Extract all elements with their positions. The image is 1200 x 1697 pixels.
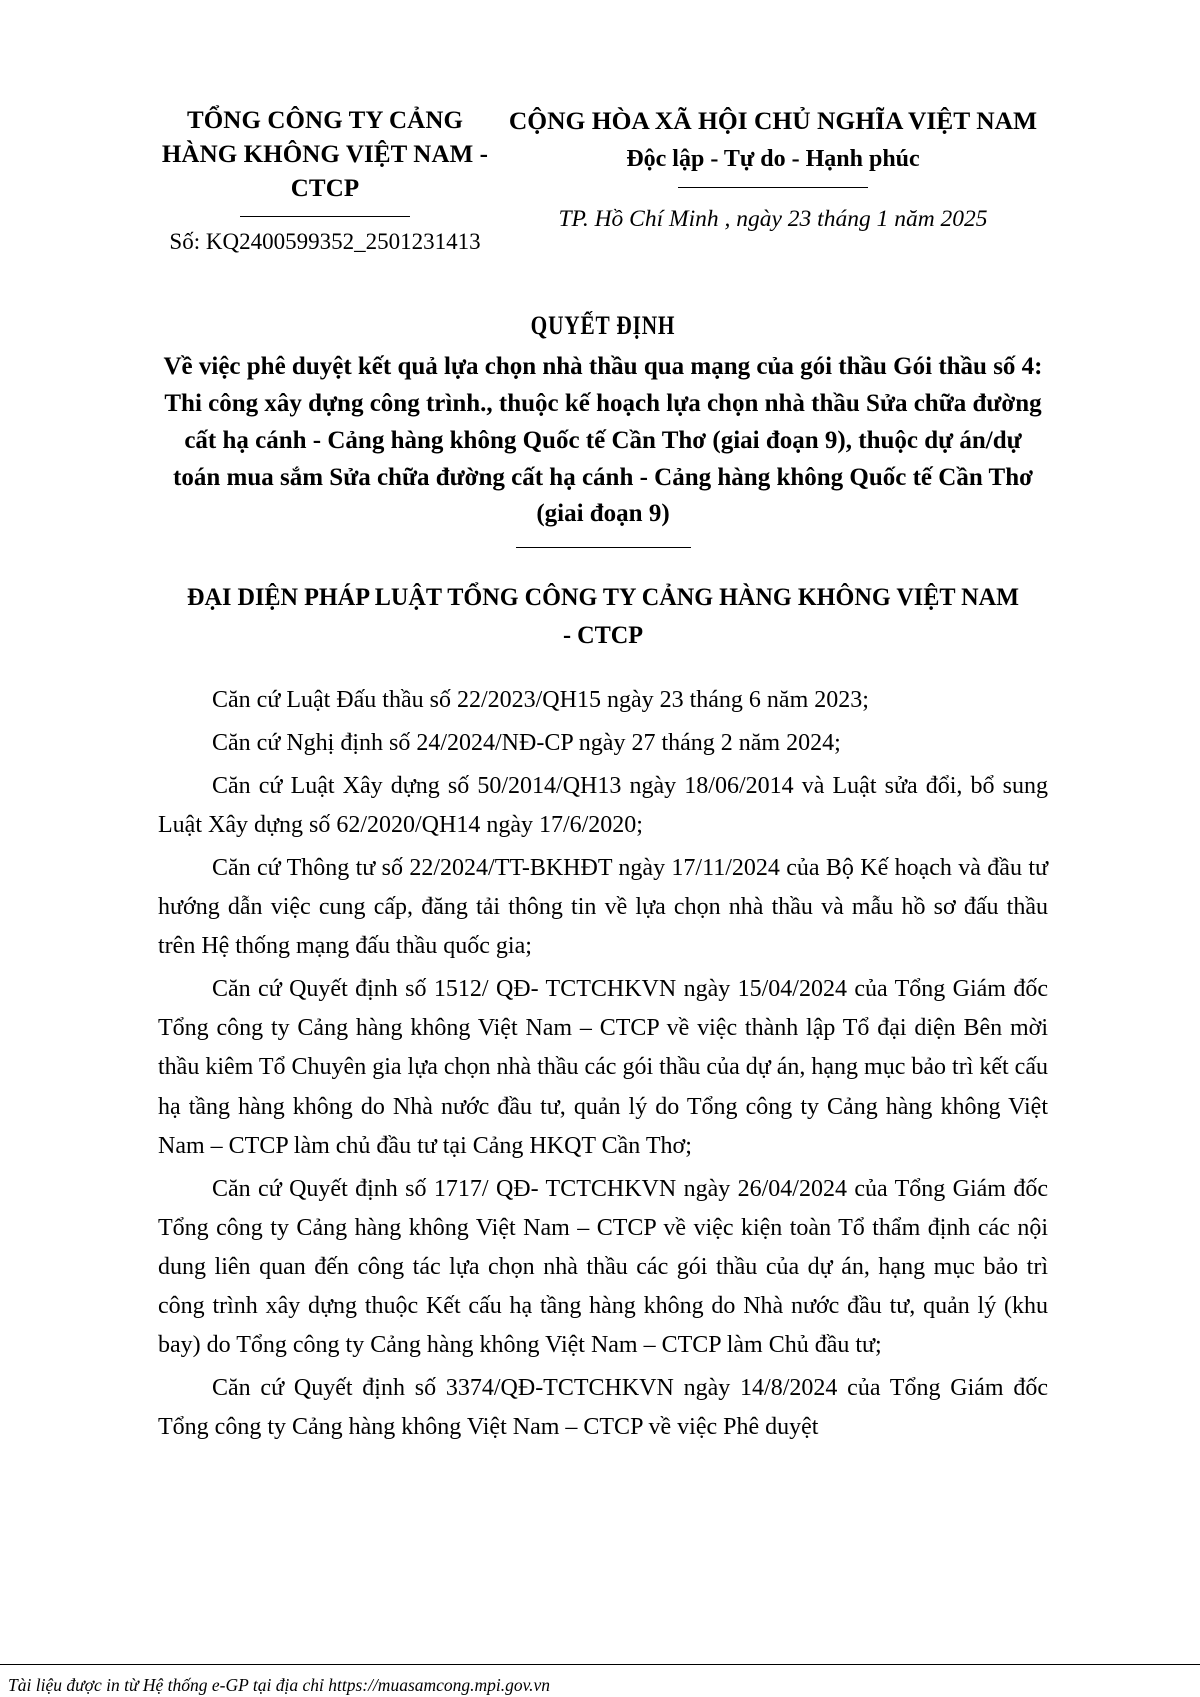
header-right-block (498, 104, 1048, 233)
motto-divider (678, 187, 868, 188)
document-body (158, 681, 1048, 1448)
document-number: Số: KQ2400599352_2501231413 (169, 229, 481, 255)
issuing-authority: ĐẠI DIỆN PHÁP LUẬT TỔNG CÔNG TY CẢNG HÀNG KHÔNG VIỆT NAM - CTCP (186, 582, 1020, 650)
body-paragraph: Căn cứ Quyết định số 3374/QĐ-TCTCHKVN ngày 14/8/2024 của Tổng Giám đốc Tổng công ty Cảng hàng không Việt Nam – CTCP về việc Phê duyệt (158, 1375, 1048, 1441)
place-and-date: TP. Hồ Chí Minh , ngày 23 tháng 1 năm 2025 (558, 206, 988, 233)
body-paragraph: Căn cứ Quyết định số 1717/ QĐ- TCTCHKVN ngày 26/04/2024 của Tổng Giám đốc Tổng công ty Cảng hàng không Việt Nam – CTCP về việc kiện toàn Tổ thẩm định các nội dung liên quan đến công tác lựa chọn nhà thầu các gói thầu của dự án, hạng mục bảo trì công trình xây dựng thuộc Kết cấu hạ tầng hàng không do Nhà nước đầu tư, quản lý (khu bay) do Tổng công ty Cảng hàng không Việt Nam – CTCP làm Chủ đầu tư; (158, 1175, 1048, 1359)
organization-name: TỔNG CÔNG TY CẢNG HÀNG KHÔNG VIỆT NAM - CTCP (161, 107, 489, 202)
body-paragraph: Căn cứ Luật Xây dựng số 50/2014/QH13 ngày 18/06/2014 và Luật sửa đổi, bổ sung Luật Xây dựng số 62/2020/QH14 ngày 17/6/2020; (158, 772, 1048, 838)
document-header (158, 0, 1048, 255)
title-divider (516, 547, 691, 548)
footer-note: Tài liệu được in từ Hệ thống e-GP tại địa chỉ https://muasamcong.mpi.gov.vn (8, 1675, 551, 1696)
national-motto: Độc lập - Tự do - Hạnh phúc (626, 146, 920, 173)
body-paragraph: Căn cứ Quyết định số 1512/ QĐ- TCTCHKVN ngày 15/04/2024 của Tổng Giám đốc Tổng công ty Cảng hàng không Việt Nam – CTCP về việc thành lập Tổ đại diện Bên mời thầu kiêm Tổ Chuyên gia lựa chọn nhà thầu các gói thầu của dự án, hạng mục bảo trì kết cấu hạ tầng hàng không do Nhà nước đầu tư, quản lý do Tổng công ty Cảng hàng không Việt Nam – CTCP làm chủ đầu tư tại Cảng HKQT Cần Thơ; (158, 976, 1048, 1159)
body-paragraph: Căn cứ Luật Đấu thầu số 22/2023/QH15 ngày 23 tháng 6 năm 2023; (212, 686, 869, 713)
title-block (158, 311, 1048, 548)
title-subtitle: Về việc phê duyệt kết quả lựa chọn nhà thầu qua mạng của gói thầu Gói thầu số 4: Thi công xây dựng công trình., thuộc kế hoạch lựa chọn nhà thầu Sửa chữa đường cất hạ cánh - Cảng hàng không Quốc tế Cần Thơ (giai đoạn 9), thuộc dự án/dự toán mua sắm Sửa chữa đường cất hạ cánh - Cảng hàng không Quốc tế Cần Thơ (giai đoạn 9) (163, 353, 1043, 528)
body-paragraph: Căn cứ Thông tư số 22/2024/TT-BKHĐT ngày 17/11/2024 của Bộ Kế hoạch và đầu tư hướng dẫn việc cung cấp, đăng tải thông tin về lựa chọn nhà thầu và mẫu hồ sơ đấu thầu trên Hệ thống mạng đấu thầu quốc gia; (158, 854, 1048, 960)
page-title: QUYẾT ĐỊNH (530, 311, 676, 341)
header-left-block (158, 104, 498, 255)
national-title: CỘNG HÒA XÃ HỘI CHỦ NGHĨA VIỆT NAM (508, 106, 1038, 135)
page-footer (0, 1664, 1200, 1697)
body-paragraph: Căn cứ Nghị định số 24/2024/NĐ-CP ngày 27 tháng 2 năm 2024; (212, 729, 841, 756)
organization-divider (240, 216, 410, 217)
document-content (158, 0, 1048, 1452)
